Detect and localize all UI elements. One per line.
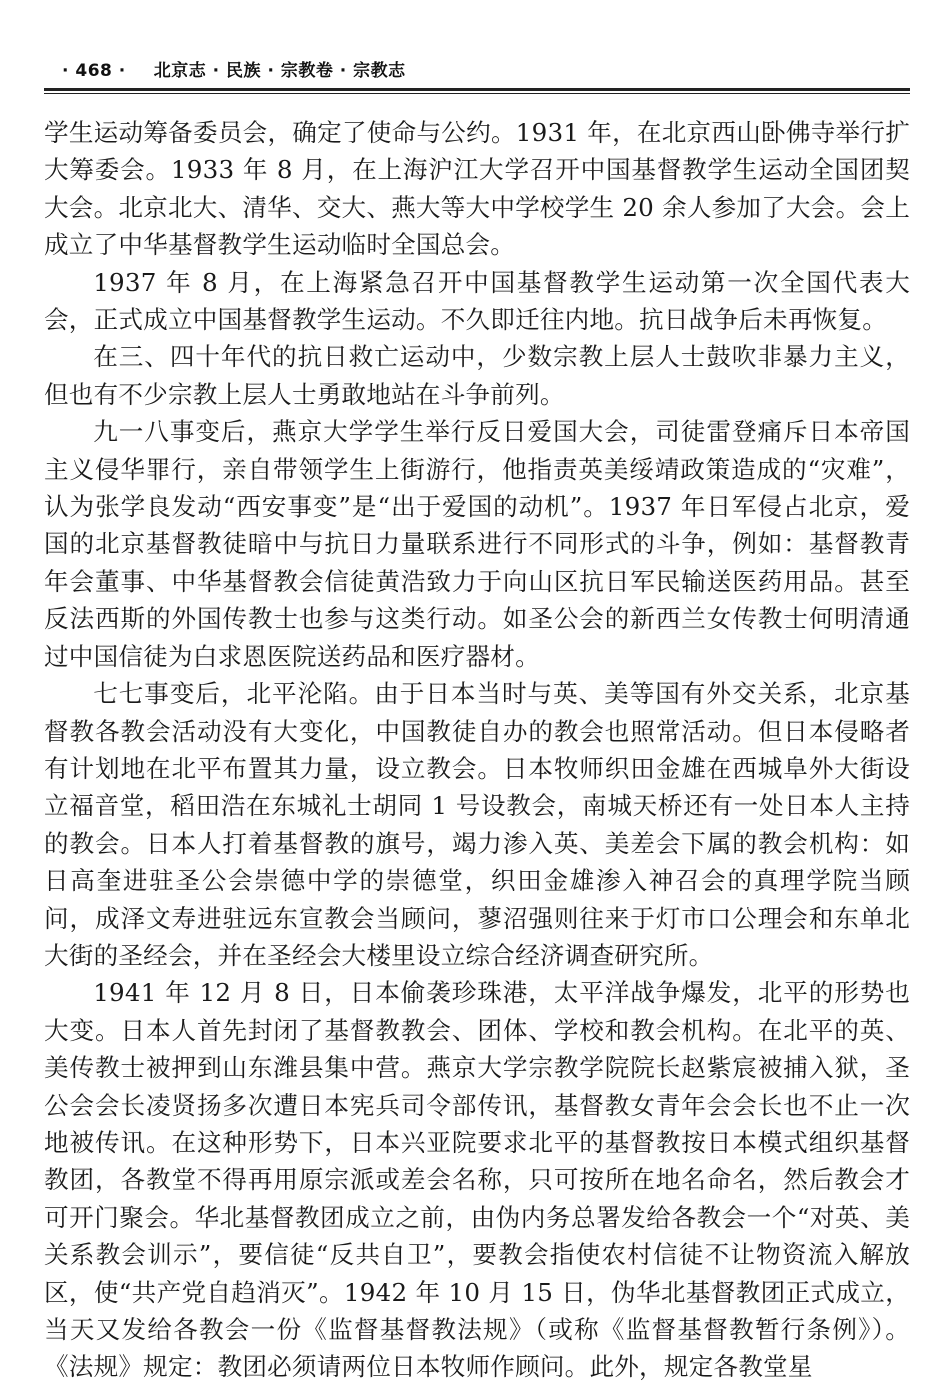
- page-number: · 468 ·: [62, 61, 126, 81]
- book-page: [44, 56, 910, 1386]
- paragraph: 七七事变后，北平沦陷。由于日本当时与英、美等国有外交关系，北京基督教各教会活动没有大变化，中国教徒自办的教会也照常活动。但日本侵略者有计划地在北平布置其力量，设立教会。日本牧师织田金雄在西城阜外大街设立福音堂，稻田浩在东城礼士胡同 1 号设教会，南城天桥还有一处日本人主持的教会。日本人打着基督教的旗号，竭力渗入英、美差会下属的教会机构：如日高奎进驻圣公会崇德中学的崇德堂，织田金雄渗入神召会的真理学院当顾问，成泽文寿进驻远东宣教会当顾问，蓼沼强则往来于灯市口公理会和东单北大街的圣经会，并在圣经会大楼里设立综合经济调查研究所。: [44, 679, 910, 970]
- paragraph: 1941 年 12 月 8 日，日本偷袭珍珠港，太平洋战争爆发，北平的形势也大变。日本人首先封闭了基督教教会、团体、学校和教会机构。在北平的英、美传教士被押到山东潍县集中营。燕京大学宗教学院院长赵紫宸被捕入狱，圣公会会长凌贤扬多次遭日本宪兵司令部传讯，基督教女青年会会长也不止一次地被传讯。在这种形势下，日本兴亚院要求北平的基督教按日本模式组织基督教团，各教堂不得再用原宗派或差会名称，只可按所在地名命名，然后教会才可开门聚会。华北基督教团成立之前，由伪内务总署发给各教会一个“对英、美关系教会训示”，要信徒“反共自卫”，要教会指使农村信徒不让物资流入解放区，使“共产党自趋消灭”。1942 年 10 月 15 日，伪华北基督教团正式成立，当天又发给各教会一份《监督基督教法规》（或称《监督基督教暂行条例》）。《法规》规定：教团必须请两位日本牧师作顾问。此外，规定各教堂星: [44, 978, 910, 1382]
- paragraph-continued: 学生运动筹备委员会，确定了使命与公约。1931 年，在北京西山卧佛寺举行扩大筹委会。1933 年 8 月，在上海沪江大学召开中国基督教学生运动全国团契大会。北京北大、清华、交大、燕大等大中学校学生 20 余人参加了大会。会上成立了中华基督教学生运动临时全国总会。: [44, 118, 910, 260]
- body-text: [44, 114, 910, 1386]
- paragraph: 在三、四十年代的抗日救亡运动中，少数宗教上层人士鼓吹非暴力主义，但也有不少宗教上层人士勇敢地站在斗争前列。: [44, 342, 910, 409]
- running-header-title: 北京志 · 民族 · 宗教卷 · 宗教志: [153, 61, 406, 81]
- running-header: [44, 56, 910, 84]
- header-rule-thin: [44, 93, 910, 94]
- paragraph: 1937 年 8 月，在上海紧急召开中国基督教学生运动第一次全国代表大会，正式成立中国基督教学生运动。不久即迁往内地。抗日战争后未再恢复。: [44, 267, 910, 335]
- paragraph: 九一八事变后，燕京大学学生举行反日爱国大会，司徒雷登痛斥日本帝国主义侵华罪行，亲自带领学生上街游行，他指责英美绥靖政策造成的“灾难”，认为张学良发动“西安事变”是“出于爱国的动机”。1937 年日军侵占北京，爱国的北京基督教徒暗中与抗日力量联系进行不同形式的斗争，例如：基督教青年会董事、中华基督教会信徒黄浩致力于向山区抗日军民输送医药用品。甚至反法西斯的外国传教士也参与这类行动。如圣公会的新西兰女传教士何明清通过中国信徒为白求恩医院送药品和医疗器材。: [44, 417, 910, 671]
- header-rule-thick: [44, 88, 910, 91]
